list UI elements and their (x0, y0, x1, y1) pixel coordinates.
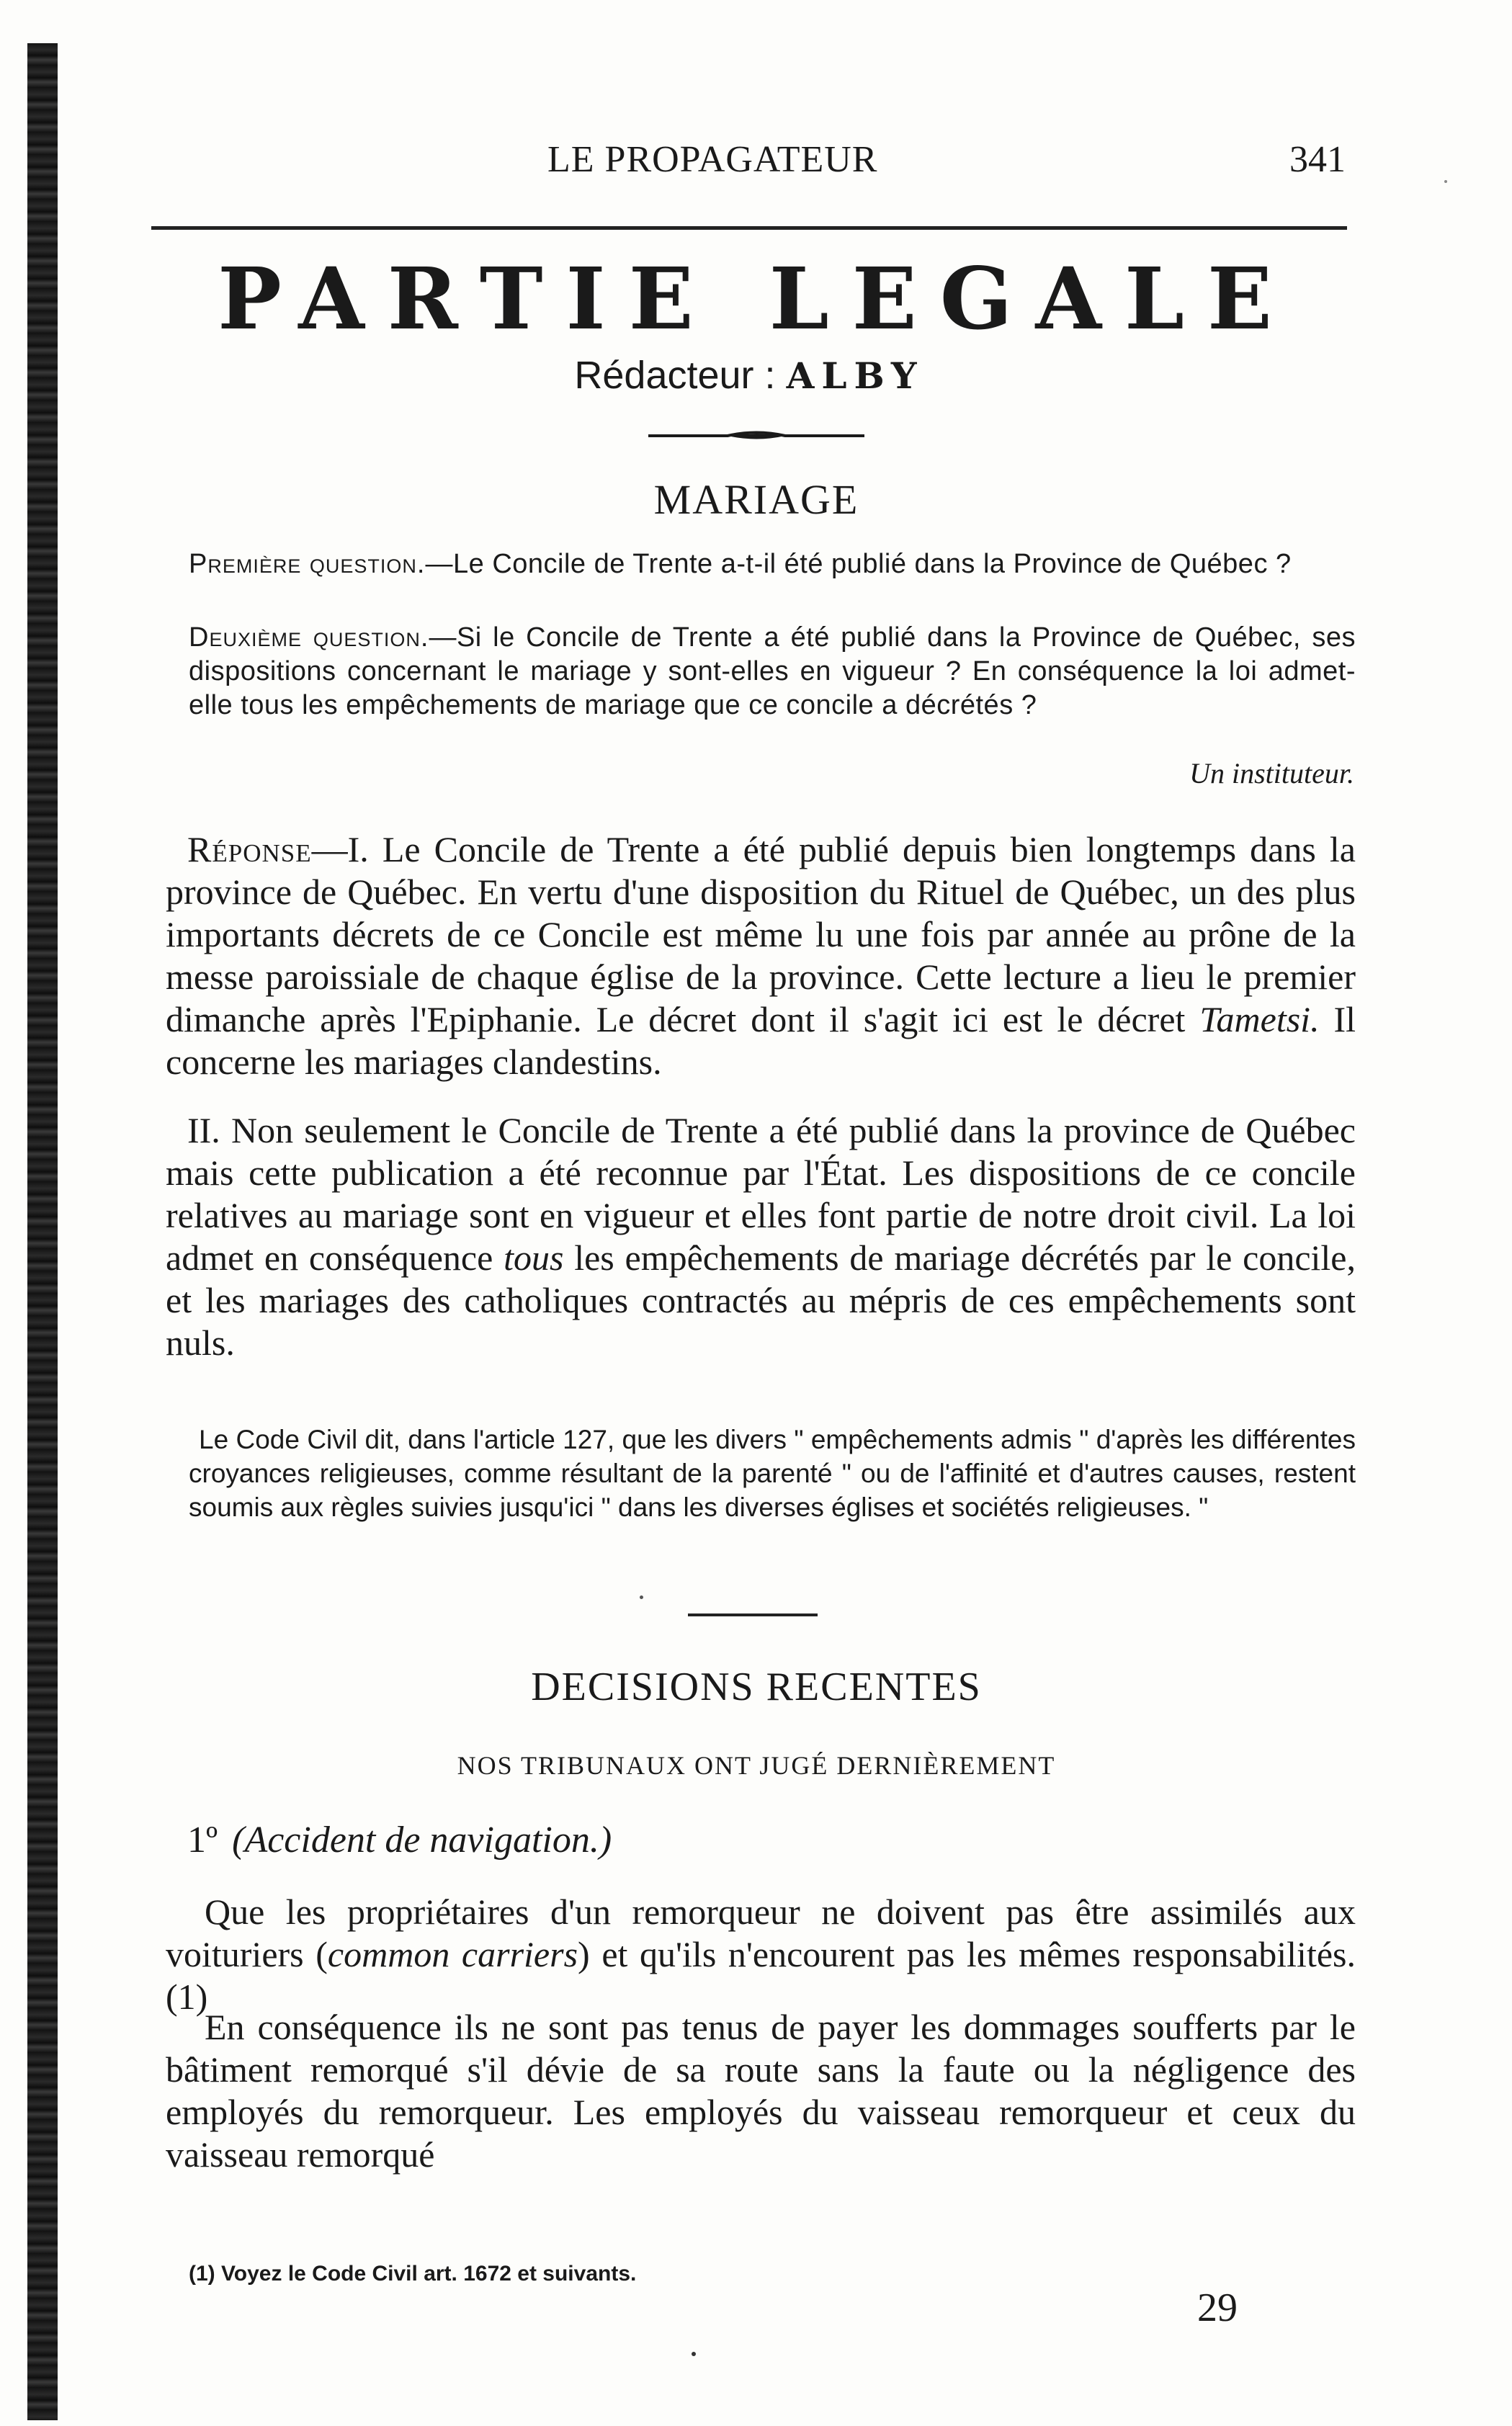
editor-name: ALBY (786, 354, 924, 397)
answer-p2-text-a: II. Non seulement le Concile de Trente a été publié dans la province de Québec mais cette publication a été reconnue par l'État. Les dispositions de ce concile relatives au mariage sont en vigueur et elles font partie de notre droit civil. La loi admet en conséquence (166, 1110, 1356, 1278)
speck (640, 1595, 643, 1599)
code-civil-note: Le Code Civil dit, dans l'article 127, que les divers " empêchements admis " d'après les différentes croyances religieuses, comme résultant de la parenté " ou de l'affinité et d'autres causes, restent soumis aux règles suivies jusqu'ici " dans les diverses églises et sociétés religieuses. " (189, 1425, 1356, 1522)
decision-p1-italic: common carriers (327, 1934, 578, 1974)
editor-label: Rédacteur : (574, 354, 776, 397)
decision-item-heading (187, 1819, 612, 1861)
answer-p2-text-b: les empêchements de mariage décrétés par le concile, et les mariages des catholiques contractés au mépris de ces empêchements sont nuls. (166, 1237, 1356, 1363)
answer-paragraph-1 (166, 828, 1356, 1083)
question-signature: Un instituteur. (1189, 757, 1354, 789)
answer-p2-italic: tous (504, 1237, 564, 1278)
answer-p1-text-a: —I. Le Concile de Trente a été publié depuis bien longtemps dans la province de Québec. En vertu d'une disposition du Rituel de Québec, un des plus importants décrets de ce Concile est même lu une fois par année au prône de la messe paroissiale de chaque église de la province. Cette lecture a lieu le premier dimanche après l'Epiphanie. Le décret dont il s'agit ici est le décret (166, 829, 1356, 1039)
decision-p1-text-b: ) et qu'ils n'encourent pas les mêmes responsabilités. (1) (166, 1934, 1356, 2017)
page-number: 341 (1289, 139, 1346, 180)
running-title: LE PROPAGATEUR (547, 139, 878, 180)
signature-mark: 29 (1197, 2286, 1238, 2330)
question-one (189, 547, 1356, 581)
question-one-text: —Le Concile de Trente a-t-il été publié dans la Province de Québec ? (425, 549, 1292, 579)
decision-paragraph-2: En conséquence ils ne sont pas tenus de payer les dommages soufferts par le bâtiment remorqué s'il dévie de sa route sans la faute ou la négligence des employés du remorqueur. Les employés du vaisseau remorqueur et ceux du vaisseau remorqué (166, 2007, 1356, 2175)
question-two (189, 621, 1356, 722)
answer-p1-italic: Tametsi. (1199, 999, 1320, 1039)
decision-item-number: 1º (187, 1820, 218, 1861)
editor-line (461, 353, 1037, 398)
topic-title-mariage: MARIAGE (653, 476, 859, 523)
question-one-label: Première question. (189, 549, 426, 579)
section-title: PARTIE LEGALE (218, 249, 1295, 349)
header-rule (151, 226, 1347, 230)
answer-label: Réponse (187, 829, 312, 869)
speck (1444, 180, 1447, 183)
footnote: (1) Voyez le Code Civil art. 1672 et suivants. (189, 2262, 637, 2286)
topic-title-decisions: DECISIONS RECENTES (531, 1665, 982, 1709)
decision-paragraph-1 (166, 1891, 1356, 2018)
section-rule (688, 1613, 818, 1616)
decision-item-title: (Accident de navigation.) (232, 1820, 612, 1861)
speck (692, 2352, 696, 2356)
question-two-text: —Si le Concile de Trente a été publié dans la Province de Québec, ses dispositions concernant le mariage y sont-elles en vigueur ? En conséquence la loi admet-elle tous les empêchements de mariage que ce concile a décrétés ? (189, 622, 1356, 720)
answer-paragraph-2 (166, 1109, 1356, 1364)
ornament-divider (648, 425, 864, 447)
answer-p1-text-b: Il concerne les mariages clandestins. (166, 999, 1356, 1082)
decision-p1-text-a: Que les propriétaires d'un remorqueur ne doivent pas être assimilés aux voituriers ( (166, 1892, 1356, 1974)
decisions-subtitle: NOS TRIBUNAUX ONT JUGÉ DERNIÈREMENT (457, 1751, 1056, 1780)
question-two-label: Deuxième question. (189, 622, 429, 653)
